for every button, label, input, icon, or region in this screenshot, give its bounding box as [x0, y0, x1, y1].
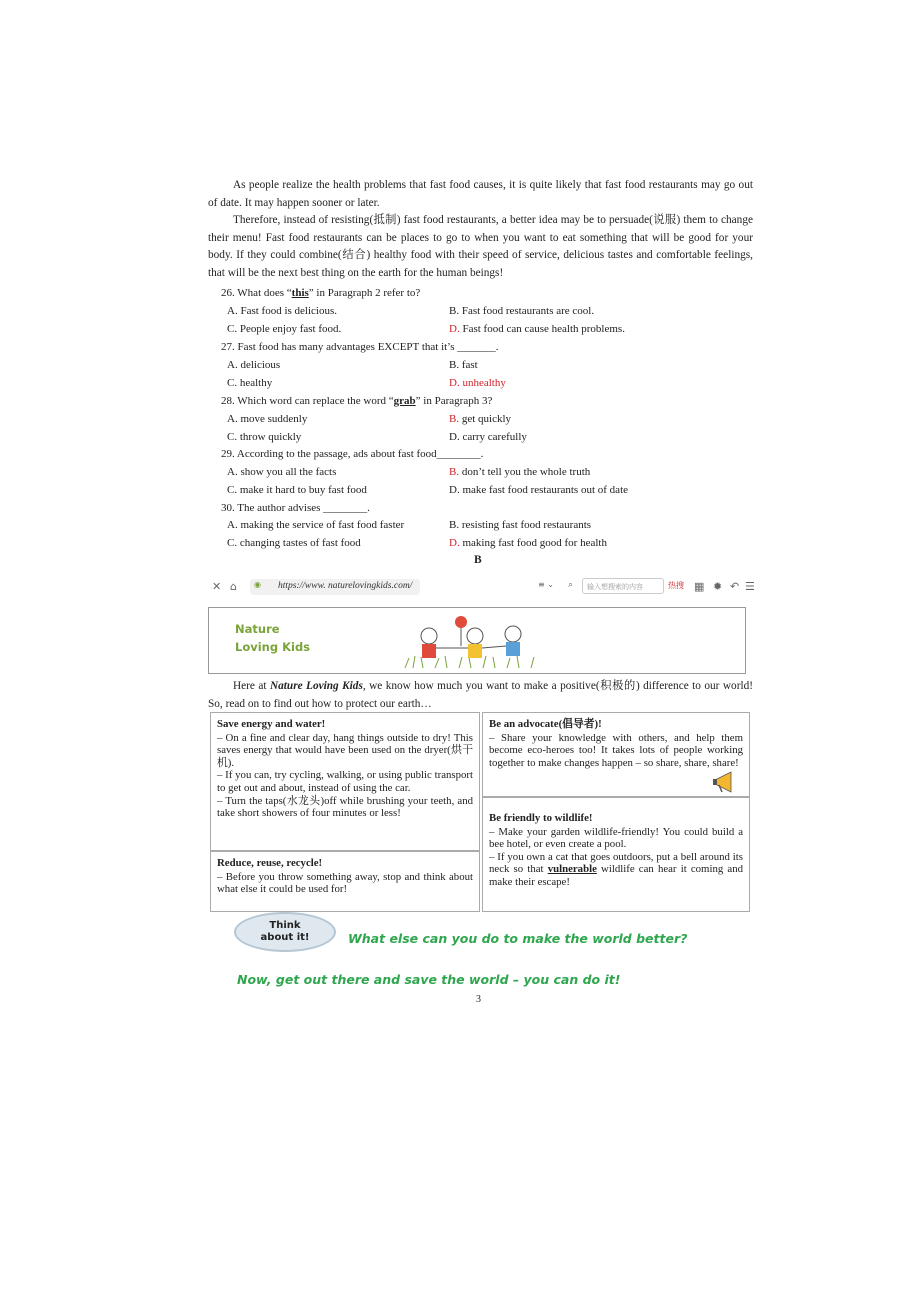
question-28: 28. Which word can replace the word “grab” in Paragraph 3?	[221, 395, 493, 407]
option-27d: D. unhealthy	[449, 377, 506, 389]
question-29: 29. According to the passage, ads about fast food________.	[221, 448, 484, 460]
home-icon[interactable]: ⌂	[230, 580, 237, 593]
option-28d: D. carry carefully	[449, 431, 527, 443]
option-26d: D. Fast food can cause health problems.	[449, 323, 625, 335]
option-30c: C. changing tastes of fast food	[227, 537, 361, 549]
megaphone-icon	[711, 770, 741, 794]
option-30b: B. resisting fast food restaurants	[449, 519, 592, 531]
tip-box-save-energy	[210, 712, 480, 851]
option-29c: C. make it hard to buy fast food	[227, 484, 367, 496]
think-question: What else can you do to make the world better?	[348, 931, 688, 946]
question-26: 26. What does “this” in Paragraph 2 refer to?	[221, 287, 421, 299]
close-icon[interactable]: ✕	[212, 580, 222, 593]
brand-line-2: Loving Kids	[235, 640, 311, 654]
secure-icon: ◉	[254, 580, 261, 589]
paragraph-1: As people realize the health problems that fast food causes, it is quite likely that fast food restaurants may go out of date. It may happen sooner or later.	[208, 179, 753, 209]
section-b-heading: B	[474, 554, 482, 566]
site-banner	[208, 607, 746, 674]
option-30d: D. making fast food good for health	[449, 537, 607, 549]
option-29b: B. don’t tell you the whole truth	[449, 466, 591, 478]
option-27c: C. healthy	[227, 377, 273, 389]
tip-line: – If you own a cat that goes outdoors, put a bell around its neck so that vulnerable wildlife can hear it coming and make their escape!	[489, 850, 743, 888]
intro-paragraph: Here at Nature Loving Kids, we know how much you want to make a positive(积极的) difference to our world! So, read on to find out how to protect our earth…	[208, 680, 754, 710]
tip-title: Save energy and water!	[217, 718, 326, 730]
tip-title: Reduce, reuse, recycle!	[217, 857, 323, 869]
think-bubble	[234, 912, 336, 952]
think-line-1: Think	[269, 920, 301, 931]
option-30a: A. making the service of fast food faster	[227, 519, 405, 531]
tip-line: – Share your knowledge with others, and help them become eco-heroes too! It takes lots of people working together to make changes happen – so share, share, share!	[489, 731, 743, 769]
option-26b: B. Fast food restaurants are cool.	[449, 305, 595, 317]
option-28a: A. move suddenly	[227, 413, 308, 425]
url-text[interactable]: https://www. naturelovingkids.com/	[278, 581, 413, 591]
option-28c: C. throw quickly	[227, 431, 302, 443]
closing-slogan: Now, get out there and save the world – you can do it!	[237, 972, 621, 987]
kids-illustration	[401, 612, 551, 670]
more-icon[interactable]: ☰	[745, 580, 755, 593]
question-30: 30. The author advises ________.	[221, 502, 370, 514]
tip-line: – Make your garden wildlife-friendly! You could build a bee hotel, or even create a pool.	[489, 825, 743, 851]
browser-toolbar	[210, 578, 755, 598]
brand-line-1: Nature	[235, 622, 280, 636]
page-number: 3	[476, 994, 481, 1005]
option-28b: B. get quickly	[449, 413, 512, 425]
tip-box-wildlife	[482, 797, 750, 912]
paragraph-2: Therefore, instead of resisting(抵制) fast food restaurants, a better idea may be to persuade(说服) them to change their menu! Fast food restaurants can be places to go to when you want to eat something that will be good for your body. If they could combine(结合) healthy food with their speed of service, delicious tastes and comfortable feelings, that will be the next best thing on the earth for the human beings!	[208, 214, 753, 279]
menu-dropdown-icon[interactable]: ≡ ⌄	[538, 580, 554, 589]
option-26c: C. People enjoy fast food.	[227, 323, 342, 335]
grid-icon[interactable]: ▦	[694, 580, 705, 593]
search-input[interactable]: 输入想搜索的内容	[582, 578, 664, 594]
option-26a: A. Fast food is delicious.	[227, 305, 338, 317]
option-27a: A. delicious	[227, 359, 281, 371]
option-27b: B. fast	[449, 359, 478, 371]
tip-box-reduce	[210, 851, 480, 912]
tip-box-advocate	[482, 712, 750, 797]
option-29d: D. make fast food restaurants out of date	[449, 484, 629, 496]
tip-line: – Turn the taps(水龙头)off while brushing your teeth, and take short showers of four minutes or less!	[217, 794, 473, 820]
question-27: 27. Fast food has many advantages EXCEPT that it’s _______.	[221, 341, 499, 353]
undo-icon[interactable]: ↶	[730, 580, 740, 593]
tip-line: – Before you throw something away, stop and think about what else it could be used for!	[217, 870, 473, 896]
hot-search-label[interactable]: 热搜	[668, 581, 684, 590]
option-29a: A. show you all the facts	[227, 466, 337, 478]
tip-title: Be friendly to wildlife!	[489, 812, 593, 824]
tip-line: – If you can, try cycling, walking, or using public transport to get out and about, instead of using the car.	[217, 769, 473, 794]
search-icon[interactable]: ⌕	[568, 580, 574, 590]
settings-icon[interactable]: ✹	[713, 580, 723, 593]
tip-title: Be an advocate(倡导者)!	[489, 718, 602, 730]
think-line-2: about it!	[260, 932, 310, 943]
tip-line: – On a fine and clear day, hang things outside to dry! This saves energy that would have been used on the dryer(烘干机).	[217, 731, 473, 769]
